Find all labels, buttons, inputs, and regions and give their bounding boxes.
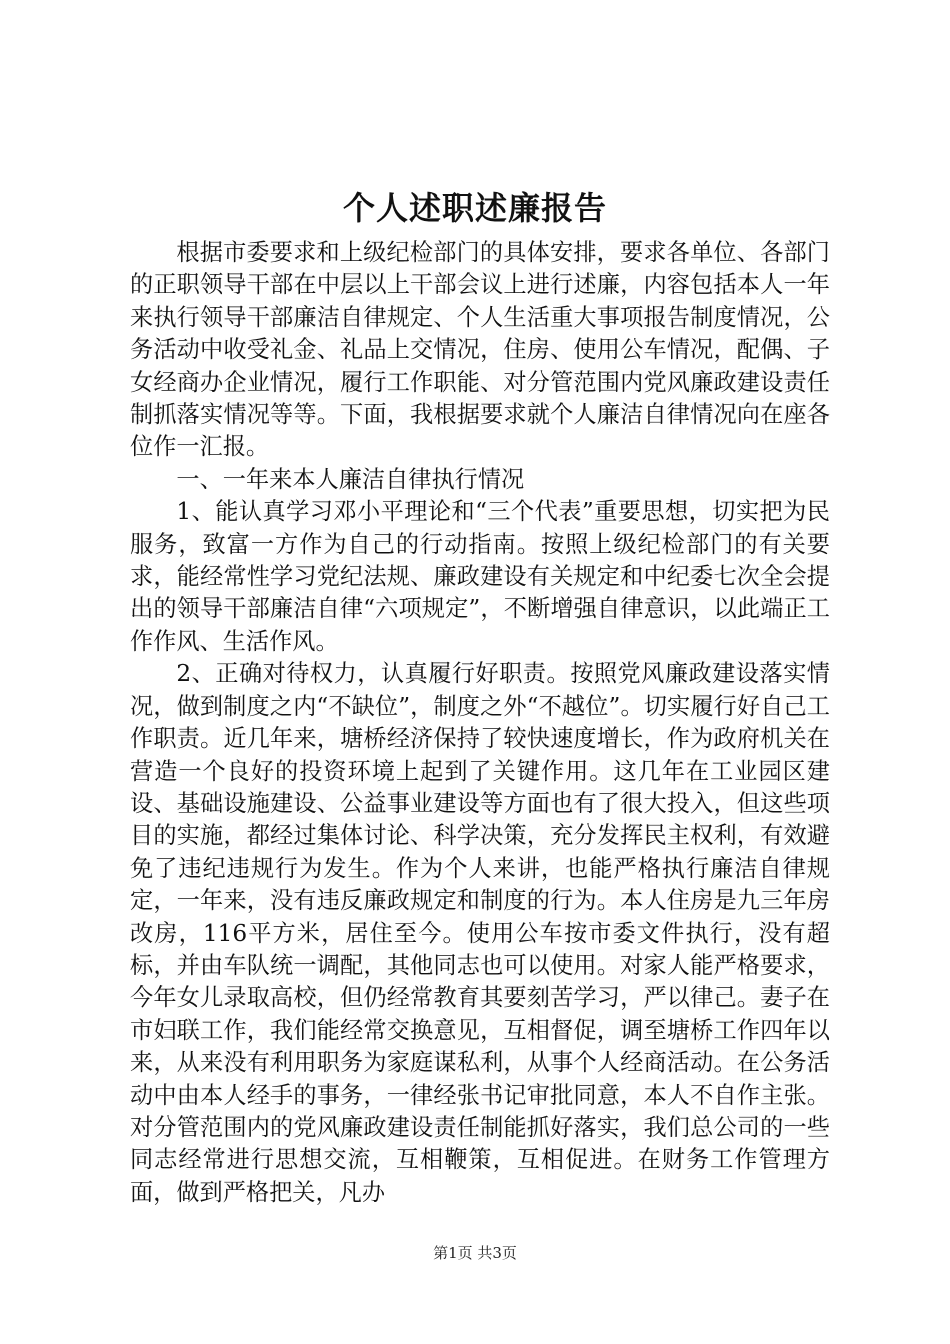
paragraph-intro: 根据市委要求和上级纪检部门的具体安排，要求各单位、各部门的正职领导干部在中层以上干部会议上进行述廉，内容包括本人一年来执行领导干部廉洁自律规定、个人生活重大事项报告制度情况，公务活动中收受礼金、礼品上交情况，住房、使用公车情况，配偶、子女经商办企业情况，履行工作职能、对分管范围内党风廉政建设责任制抓落实情况等等。下面，我根据要求就个人廉洁自律情况向在座各位作一汇报。 bbox=[130, 239, 830, 461]
page-number-footer: 第1页 共3页 bbox=[433, 1244, 517, 1262]
section-heading: 一、一年来本人廉洁自律执行情况 bbox=[176, 465, 525, 493]
paragraph-item-2: 2、正确对待权力，认真履行好职责。按照党风廉政建设落实情况，做到制度之内“不缺位”，制度之外“不越位”。切实履行好自己工作职责。近几年来，塘桥经济保持了较快速度增长，作为政府机关在营造一个良好的投资环境上起到了关键作用。这几年在工业园区建设、基础设施建设、公益事业建设等方面也有了很大投入，但这些项目的实施，都经过集体讨论、科学决策，充分发挥民主权利，有效避免了违纪违规行为发生。作为个人来讲，也能严格执行廉洁自律规定，一年来，没有违反廉政规定和制度的行为。本人住房是九三年房改房，116平方米，居住至今。使用公车按市委文件执行，没有超标，并由车队统一调配，其他同志也可以使用。对家人能严格要求，今年女儿录取高校，但仍经常教育其要刻苦学习，严以律己。妻子在市妇联工作，我们能经常交换意见，互相督促，调至塘桥工作四年以来，从来没有利用职务为家庭谋私利，从事个人经商活动。在公务活动中由本人经手的事务，一律经张书记审批同意，本人不自作主张。对分管范围内的党风廉政建设责任制能抓好落实，我们总公司的一些同志经常进行思想交流，互相鞭策，互相促进。在财务工作管理方面，做到严格把关，凡办 bbox=[130, 660, 830, 1206]
document-body bbox=[130, 237, 830, 1209]
document-title: 个人述职述廉报告 bbox=[342, 189, 607, 227]
paragraph-item-1: 1、能认真学习邓小平理论和“三个代表”重要思想，切实把为民服务，致富一方作为自己的行动指南。按照上级纪检部门的有关要求，能经常性学习党纪法规、廉政建设有关规定和中纪委七次全会提出的领导干部廉洁自律“六项规定”，不断增强自律意识，以此端正工作作风、生活作风。 bbox=[130, 498, 830, 655]
